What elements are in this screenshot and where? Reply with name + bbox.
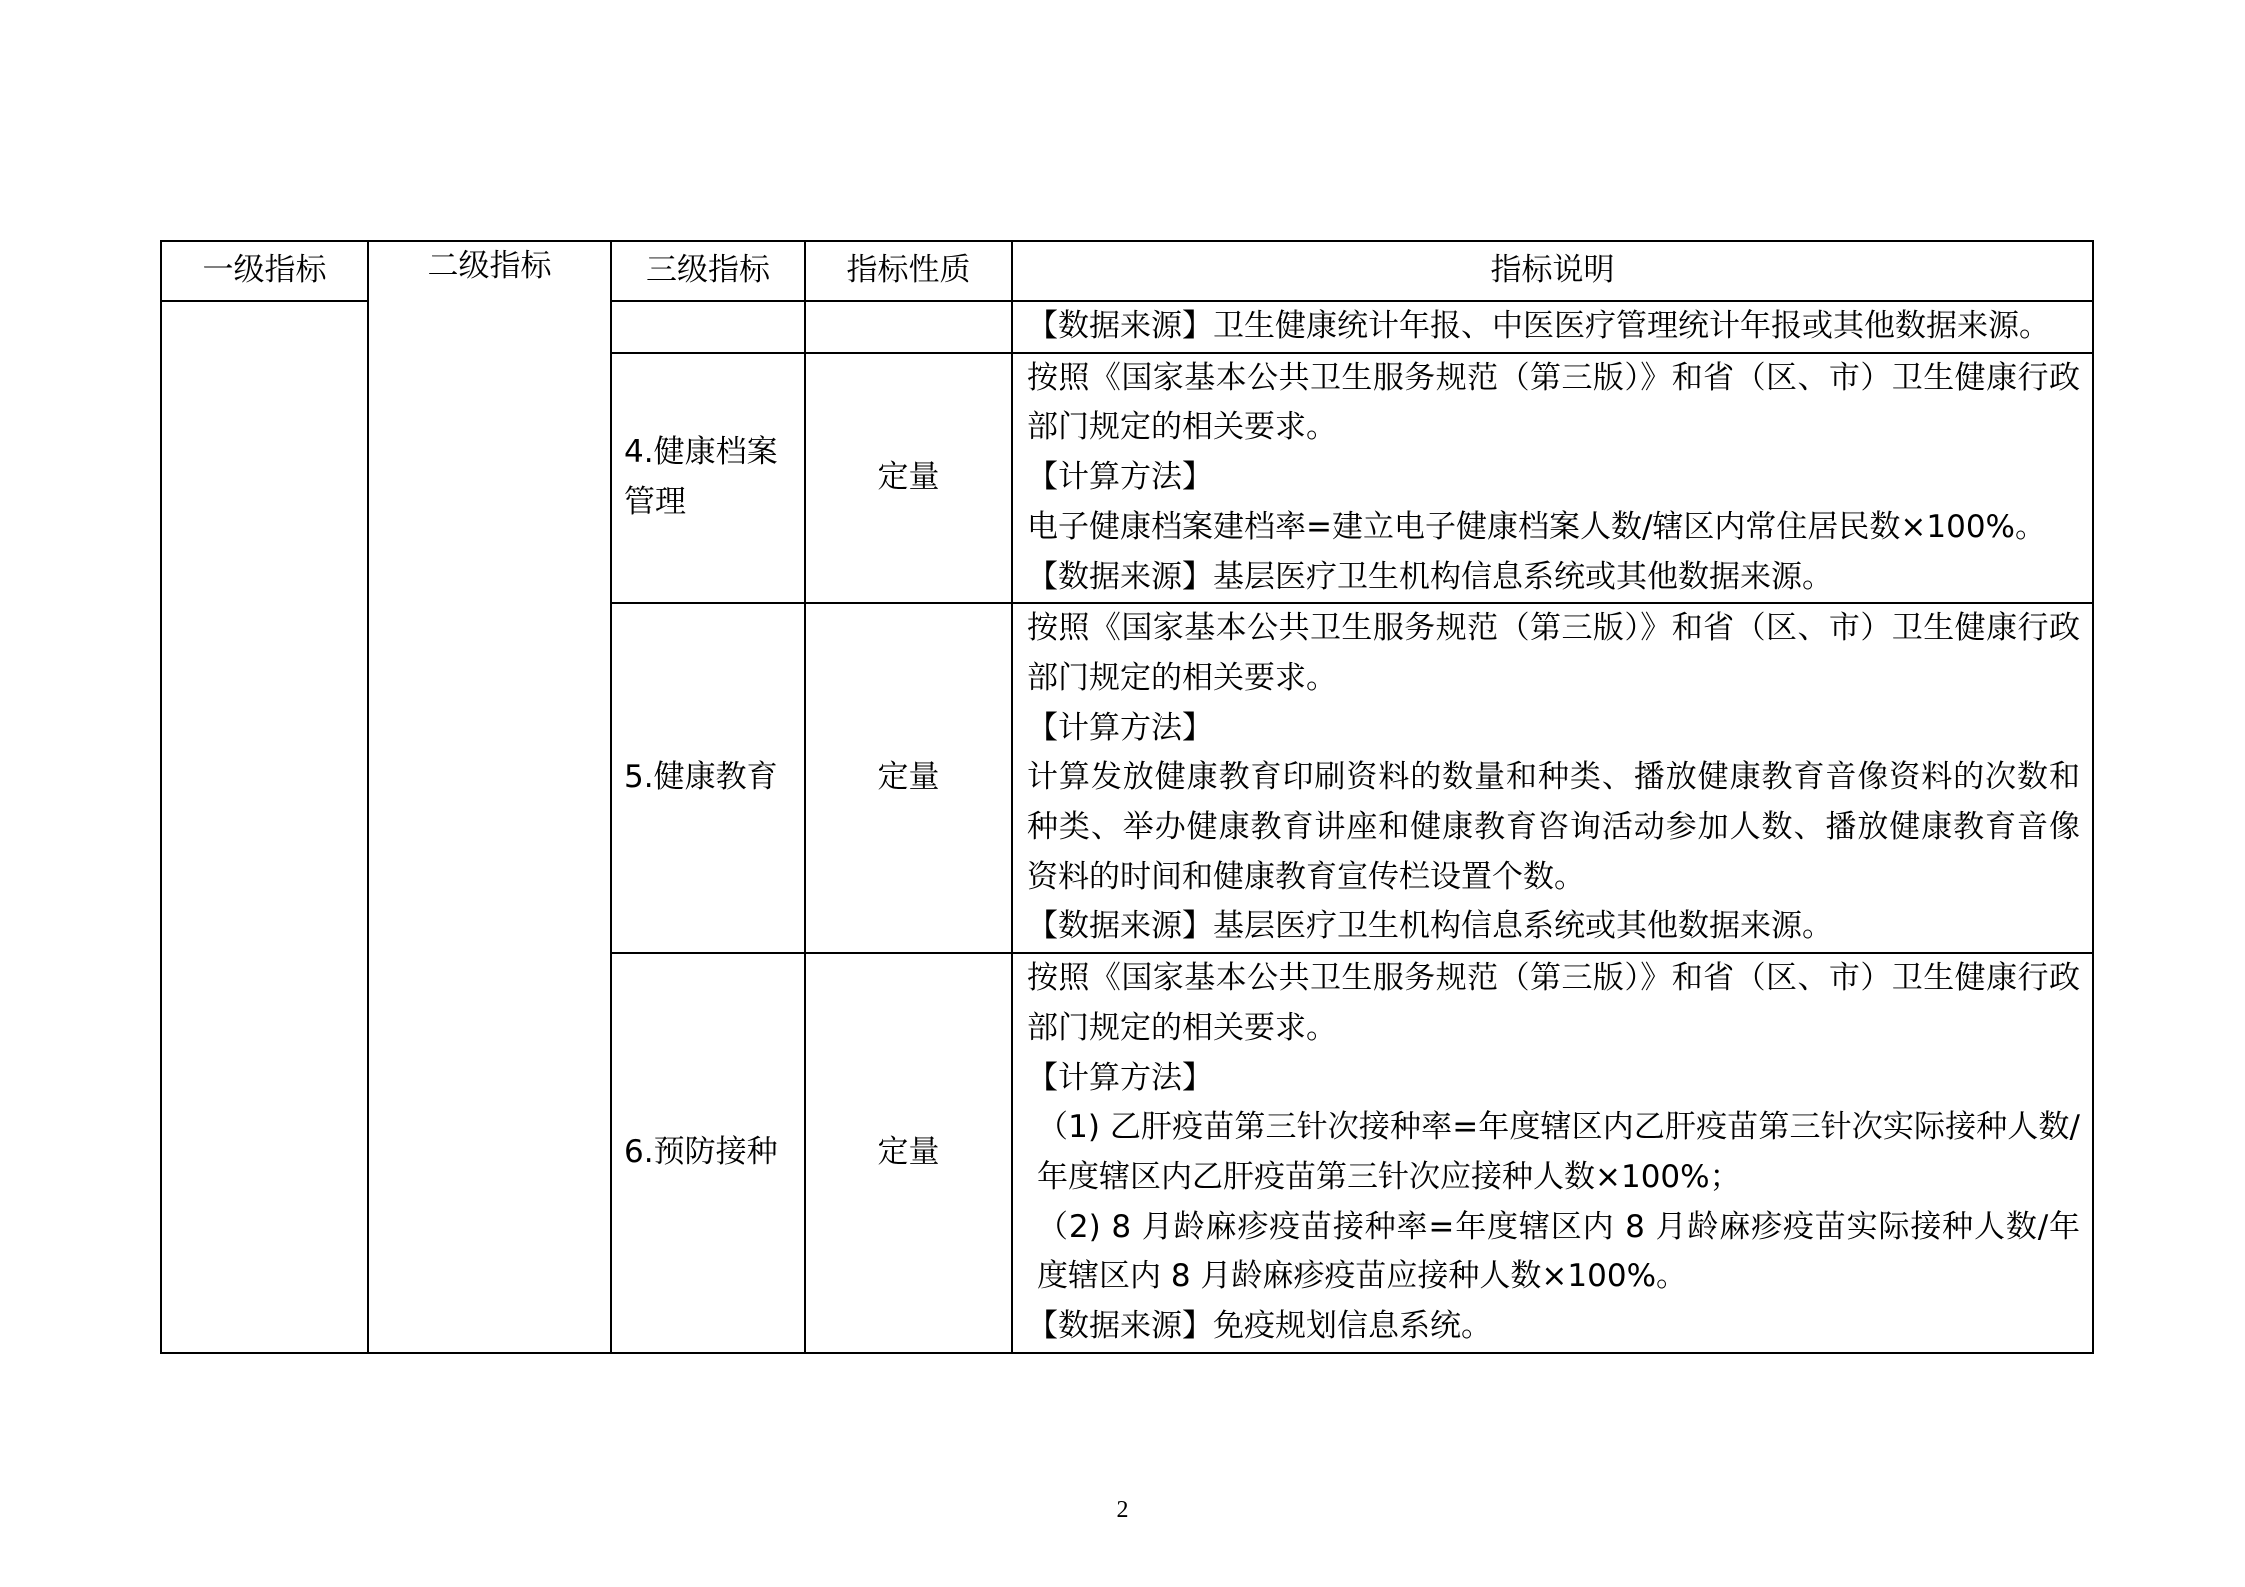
header-level3: 三级指标 xyxy=(611,241,805,301)
level1-cell xyxy=(161,301,368,1353)
level3-cell-empty xyxy=(611,301,805,353)
header-level2: 二级指标 xyxy=(368,241,611,1353)
description-line: 按照《国家基本公共卫生服务规范（第三版）》和省（区、市）卫生健康行政部门规定的相关要求。 xyxy=(1027,359,2080,446)
level3-cell: 6.预防接种 xyxy=(611,953,805,1353)
page-number: 2 xyxy=(1116,1497,1129,1523)
level3-cell: 4.健康档案管理 xyxy=(611,353,805,604)
description-line: 【数据来源】基层医疗卫生机构信息系统或其他数据来源。 xyxy=(1027,908,1833,945)
description-line: 【数据来源】卫生健康统计年报、中医医疗管理统计年报或其他数据来源。 xyxy=(1027,308,2050,344)
header-nature: 指标性质 xyxy=(805,241,1012,301)
header-level1: 一级指标 xyxy=(161,241,368,301)
description-line: 【计算方法】 xyxy=(1027,459,1213,496)
description-cell xyxy=(1012,301,2093,353)
description-line: 电子健康档案建档率=建立电子健康档案人数/辖区内常住居民数×100%。 xyxy=(1027,508,2047,545)
nature-cell: 定量 xyxy=(805,353,1012,604)
description-line: 【数据来源】基层医疗卫生机构信息系统或其他数据来源。 xyxy=(1027,558,1833,595)
level3-cell: 5.健康教育 xyxy=(611,603,805,953)
description-line: 【数据来源】免疫规划信息系统。 xyxy=(1027,1308,1492,1345)
table-header-row xyxy=(161,241,2093,301)
description-cell xyxy=(1012,603,2093,953)
header-description: 指标说明 xyxy=(1012,241,2093,301)
nature-cell: 定量 xyxy=(805,953,1012,1353)
description-line: 【计算方法】 xyxy=(1027,1059,1213,1096)
description-cell xyxy=(1012,353,2093,604)
description-cell xyxy=(1012,953,2093,1353)
indicator-table xyxy=(160,240,2094,1354)
description-line: 按照《国家基本公共卫生服务规范（第三版）》和省（区、市）卫生健康行政部门规定的相关要求。 xyxy=(1027,960,2080,1046)
description-line: 按照《国家基本公共卫生服务规范（第三版）》和省（区、市）卫生健康行政部门规定的相关要求。 xyxy=(1027,610,2080,696)
description-line: （1) 乙肝疫苗第三针次接种率=年度辖区内乙肝疫苗第三针次实际接种人数/年度辖区内乙肝疫苗第三针次应接种人数×100%； xyxy=(1037,1109,2080,1195)
nature-cell-empty xyxy=(805,301,1012,353)
description-line: （2) 8 月龄麻疹疫苗接种率=年度辖区内 8 月龄麻疹疫苗实际接种人数/年度辖区内 8 月龄麻疹疫苗应接种人数×100%。 xyxy=(1037,1208,2080,1295)
nature-cell: 定量 xyxy=(805,603,1012,953)
description-line: 计算发放健康教育印刷资料的数量和种类、播放健康教育音像资料的次数和种类、举办健康教育讲座和健康教育咨询活动参加人数、播放健康教育音像资料的时间和健康教育宣传栏设置个数。 xyxy=(1027,759,2080,895)
description-line: 【计算方法】 xyxy=(1027,709,1213,746)
